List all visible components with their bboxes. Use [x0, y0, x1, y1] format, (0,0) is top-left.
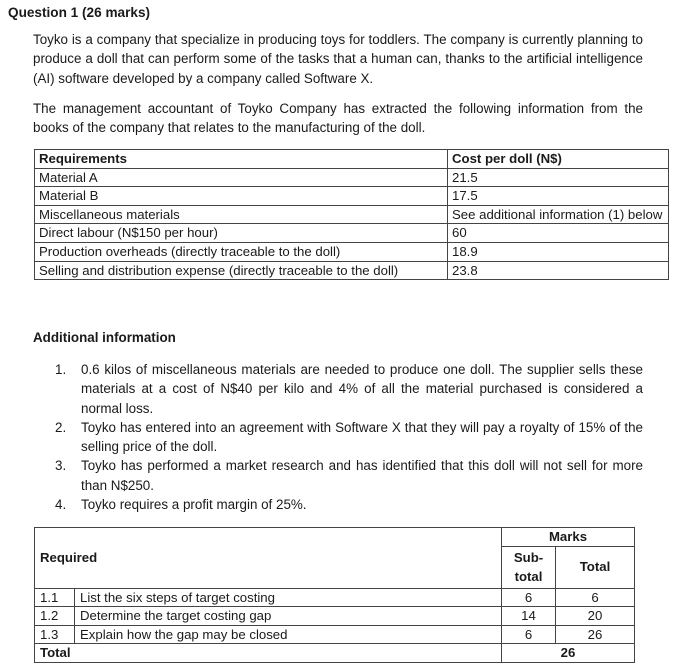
table-row	[35, 224, 669, 243]
additional-info-heading: Additional information	[33, 330, 176, 345]
cost-cell: See additional information (1) below	[448, 205, 669, 224]
item-cell: Selling and distribution expense (directly traceable to the doll)	[35, 261, 448, 280]
item-cell: Material B	[35, 187, 448, 206]
table-row	[35, 168, 669, 187]
cost-header: Cost per doll (N$)	[448, 150, 669, 169]
item-cell: Miscellaneous materials	[35, 205, 448, 224]
table-row	[35, 205, 669, 224]
list-item	[55, 495, 643, 514]
cost-cell: 23.8	[448, 261, 669, 280]
total-cell: 20	[556, 607, 635, 626]
list-item-text: 0.6 kilos of miscellaneous materials are needed to produce one doll. The supplier sells these materials at a cost of N$40 per kilo and 4% of all the material purchased is considered a normal loss.	[81, 362, 643, 416]
cost-table	[34, 149, 669, 280]
list-item	[55, 360, 643, 418]
cost-cell: 18.9	[448, 242, 669, 261]
subtotal-cell: 6	[502, 588, 556, 607]
task-number: 1.2	[35, 607, 75, 626]
total-header: Total	[556, 546, 635, 588]
cost-cell: 17.5	[448, 187, 669, 206]
cost-cell: 21.5	[448, 168, 669, 187]
list-item-number: 1.	[55, 362, 67, 377]
total-cell: 6	[556, 588, 635, 607]
cost-cell: 60	[448, 224, 669, 243]
list-item-text: Toyko requires a profit margin of 25%.	[81, 497, 307, 513]
task-number: 1.3	[35, 625, 75, 644]
cost-table-header	[35, 150, 669, 169]
table-row	[35, 187, 669, 206]
list-item	[55, 418, 643, 457]
list-item-text: Toyko has entered into an agreement with Software X that they will pay a royalty of 15% of the selling price of the doll.	[81, 419, 643, 455]
table-row	[35, 242, 669, 261]
task-number: 1.1	[35, 588, 75, 607]
requirements-header: Requirements	[35, 150, 448, 169]
list-item	[55, 456, 643, 495]
list-item-number: 2.	[55, 419, 67, 435]
subtotal-header: Sub-total	[502, 546, 556, 588]
marks-header: Marks	[502, 528, 635, 547]
total-label: Total	[35, 644, 502, 663]
item-cell: Production overheads (directly traceable to the doll)	[35, 242, 448, 261]
extract-paragraph: The management accountant of Toyko Company has extracted the following information from the books of the company that relates to the manufacturing of the doll.	[33, 101, 643, 136]
subtotal-cell: 14	[502, 607, 556, 626]
table-row	[35, 261, 669, 280]
task-text: Explain how the gap may be closed	[75, 625, 502, 644]
subtotal-cell: 6	[502, 625, 556, 644]
table-row	[35, 588, 635, 607]
additional-info-list	[55, 360, 643, 514]
table-row	[35, 625, 635, 644]
list-item-text: Toyko has performed a market research and has identified that this doll will not sell for more than N$250.	[81, 458, 643, 493]
required-table	[34, 527, 635, 663]
task-text: List the six steps of target costing	[75, 588, 502, 607]
intro-paragraph: Toyko is a company that specialize in producing toys for toddlers. The company is currently planning to produce a doll that can perform some of the tasks that a human can, thanks to the artificial intelligence (AI) software developed by a company called Software X.	[33, 32, 643, 86]
task-text: Determine the target costing gap	[75, 607, 502, 626]
total-cell: 26	[556, 625, 635, 644]
list-item-number: 4.	[55, 497, 67, 513]
item-cell: Material A	[35, 168, 448, 187]
table-row	[35, 607, 635, 626]
grand-total: 26	[502, 644, 635, 663]
question-title: Question 1 (26 marks)	[8, 5, 151, 20]
total-row	[35, 644, 635, 663]
list-item-number: 3.	[55, 458, 67, 474]
item-cell: Direct labour (N$150 per hour)	[35, 224, 448, 243]
required-header-top	[35, 528, 635, 547]
required-header: Required	[35, 528, 502, 589]
